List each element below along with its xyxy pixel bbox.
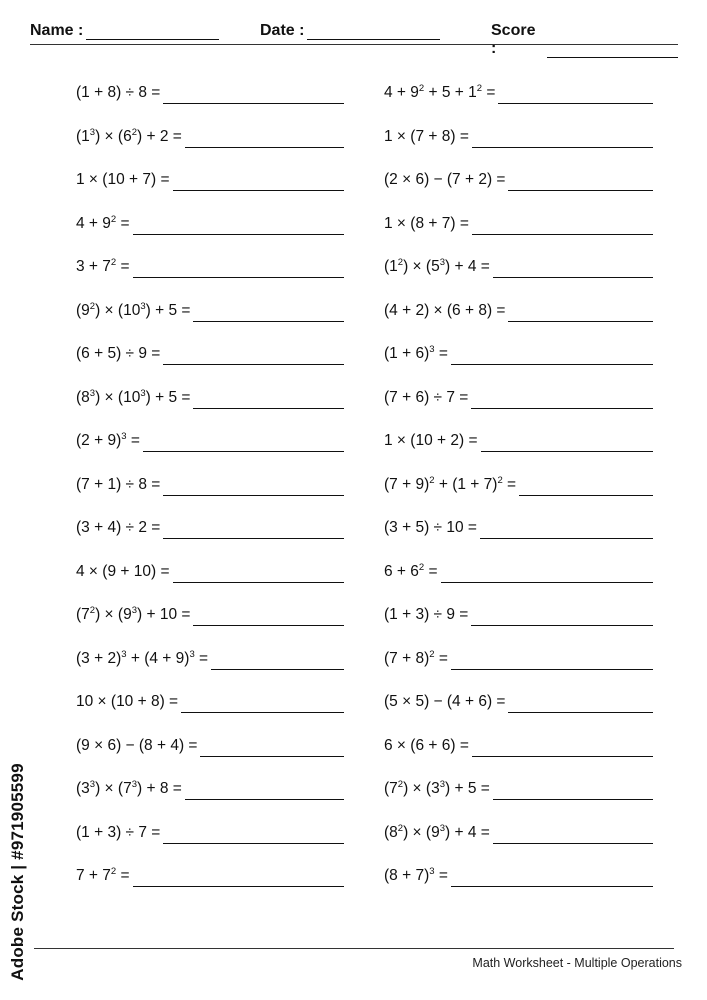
problem-row bbox=[384, 691, 653, 735]
answer-blank[interactable] bbox=[143, 430, 344, 452]
problem-expression: 10 × (10 + 8) = bbox=[76, 693, 179, 710]
problem-row bbox=[384, 256, 653, 300]
problem-expression: (9 × 6) − (8 + 4) = bbox=[76, 736, 198, 754]
problem-row bbox=[76, 430, 344, 474]
answer-blank[interactable] bbox=[133, 256, 344, 278]
problem-expression: $(7 + 8)^2$ = bbox=[384, 648, 448, 667]
answer-blank[interactable] bbox=[493, 256, 653, 278]
problem-expression: (1 + 3) ÷ 9 = bbox=[384, 606, 469, 623]
answer-blank[interactable] bbox=[163, 82, 344, 104]
problem-row bbox=[384, 778, 653, 822]
answer-blank[interactable] bbox=[480, 517, 653, 539]
problem-row bbox=[76, 822, 344, 866]
problem-expression: $(2 + 9)^3$ = bbox=[76, 431, 140, 449]
answer-blank[interactable] bbox=[493, 822, 653, 844]
problem-row bbox=[76, 474, 344, 518]
answer-blank[interactable] bbox=[472, 213, 653, 235]
problem-expression: $(9^2) \times (10^3) + 5$ = bbox=[76, 300, 191, 319]
answer-blank[interactable] bbox=[133, 865, 344, 887]
problem-expression: 1 × (8 + 7) = bbox=[384, 214, 469, 232]
problem-expression: $(1^2) \times (5^3) + 4$ = bbox=[384, 257, 490, 275]
problem-expression: $(8^2) \times (9^3) + 4$ = bbox=[384, 822, 490, 841]
problem-expression: $4 + 9^2 + 5 + 1^2$ = bbox=[384, 83, 496, 101]
right-problem-column bbox=[384, 82, 653, 909]
answer-blank[interactable] bbox=[193, 387, 344, 409]
problem-expression: (1 + 8) ÷ 8 = bbox=[76, 84, 161, 101]
answer-blank[interactable] bbox=[441, 561, 653, 583]
answer-blank[interactable] bbox=[211, 648, 344, 670]
answer-blank[interactable] bbox=[451, 343, 653, 365]
problem-row bbox=[384, 517, 653, 561]
answer-blank[interactable] bbox=[173, 169, 345, 191]
problem-row bbox=[76, 778, 344, 822]
name-field bbox=[30, 22, 219, 40]
answer-blank[interactable] bbox=[451, 865, 653, 887]
answer-blank[interactable] bbox=[472, 126, 653, 148]
problem-row bbox=[76, 517, 344, 561]
problem-row bbox=[76, 648, 344, 692]
footer-divider bbox=[34, 948, 674, 949]
answer-blank[interactable] bbox=[508, 169, 653, 191]
answer-blank[interactable] bbox=[200, 735, 344, 757]
answer-blank[interactable] bbox=[163, 517, 344, 539]
score-field bbox=[491, 22, 678, 58]
problem-row bbox=[384, 213, 653, 257]
problem-expression: $4 + 9^2$ = bbox=[76, 213, 130, 232]
problem-expression: (3 + 4) ÷ 2 = bbox=[76, 519, 161, 536]
problem-row bbox=[76, 691, 344, 735]
problem-row bbox=[384, 430, 653, 474]
problem-row bbox=[384, 735, 653, 779]
answer-blank[interactable] bbox=[493, 778, 653, 800]
problem-expression: (6 + 5) ÷ 9 = bbox=[76, 345, 161, 362]
problem-row bbox=[76, 169, 344, 213]
problem-expression: $3 + 7^2$ = bbox=[76, 257, 130, 275]
problem-row bbox=[384, 865, 653, 909]
answer-blank[interactable] bbox=[185, 126, 344, 148]
problem-expression: $(8^3) \times (10^3) + 5$ = bbox=[76, 387, 191, 406]
problem-expression: 4 × (9 + 10) = bbox=[76, 562, 170, 580]
problem-row bbox=[76, 387, 344, 431]
problem-expression: (4 + 2) × (6 + 8) = bbox=[384, 301, 506, 319]
problem-expression: 1 × (10 + 7) = bbox=[76, 171, 170, 188]
problem-expression: $(1^3) \times (6^2) + 2$ = bbox=[76, 126, 182, 145]
problem-expression: $(7^2) \times (3^3) + 5$ = bbox=[384, 779, 490, 797]
answer-blank[interactable] bbox=[451, 648, 653, 670]
answer-blank[interactable] bbox=[163, 343, 344, 365]
answer-blank[interactable] bbox=[471, 387, 653, 409]
problem-row bbox=[384, 648, 653, 692]
problem-expression: $(7 + 9)^2 + (1 + 7)^2$ = bbox=[384, 474, 517, 493]
problem-row bbox=[76, 561, 344, 605]
problem-row bbox=[384, 300, 653, 344]
problem-expression: (2 × 6) − (7 + 2) = bbox=[384, 171, 506, 188]
problem-row bbox=[76, 604, 344, 648]
problem-expression: $6 + 6^2$ = bbox=[384, 561, 438, 580]
problem-row bbox=[76, 82, 344, 126]
answer-blank[interactable] bbox=[163, 474, 344, 496]
answer-blank[interactable] bbox=[472, 735, 653, 757]
answer-blank[interactable] bbox=[181, 691, 344, 713]
problem-expression: 6 × (6 + 6) = bbox=[384, 736, 469, 754]
answer-blank[interactable] bbox=[508, 300, 653, 322]
footer-title: Math Worksheet - Multiple Operations bbox=[472, 956, 682, 970]
date-blank[interactable] bbox=[307, 24, 440, 40]
problem-row bbox=[384, 126, 653, 170]
problem-row bbox=[76, 343, 344, 387]
problem-expression: $(1 + 6)^3$ = bbox=[384, 344, 448, 362]
problem-row bbox=[76, 213, 344, 257]
score-label: Score : bbox=[491, 22, 536, 57]
date-field bbox=[260, 22, 440, 40]
problem-row bbox=[76, 256, 344, 300]
answer-blank[interactable] bbox=[193, 604, 344, 626]
answer-blank[interactable] bbox=[519, 474, 653, 496]
problem-row bbox=[76, 735, 344, 779]
problem-expression: (5 × 5) − (4 + 6) = bbox=[384, 693, 506, 710]
problem-expression: 1 × (7 + 8) = bbox=[384, 127, 469, 145]
problem-row bbox=[384, 474, 653, 518]
stock-watermark-text: Adobe Stock | #971905599 bbox=[8, 763, 27, 981]
date-label: Date : bbox=[260, 22, 305, 39]
answer-blank[interactable] bbox=[471, 604, 653, 626]
problem-expression: $(8 + 7)^3$ = bbox=[384, 866, 448, 884]
answer-blank[interactable] bbox=[185, 778, 344, 800]
header-divider bbox=[30, 44, 678, 45]
name-blank[interactable] bbox=[86, 24, 219, 40]
problem-row bbox=[384, 387, 653, 431]
problem-row bbox=[384, 343, 653, 387]
problem-row bbox=[384, 604, 653, 648]
answer-blank[interactable] bbox=[481, 430, 654, 452]
problem-row bbox=[76, 300, 344, 344]
answer-blank[interactable] bbox=[133, 213, 344, 235]
problem-row bbox=[76, 865, 344, 909]
problem-expression: (7 + 1) ÷ 8 = bbox=[76, 475, 161, 493]
problem-row bbox=[76, 126, 344, 170]
problem-expression: (1 + 3) ÷ 7 = bbox=[76, 823, 161, 841]
problem-expression: (3 + 5) ÷ 10 = bbox=[384, 519, 477, 536]
problem-expression: $(3 + 2)^3 + (4 + 9)^3$ = bbox=[76, 648, 209, 667]
stock-watermark bbox=[3, 760, 33, 985]
problem-expression: $(3^3) \times (7^3) + 8$ = bbox=[76, 779, 182, 797]
problem-row bbox=[384, 169, 653, 213]
answer-blank[interactable] bbox=[498, 82, 653, 104]
problem-row bbox=[384, 822, 653, 866]
answer-blank[interactable] bbox=[173, 561, 345, 583]
problem-row bbox=[384, 82, 653, 126]
answer-blank[interactable] bbox=[163, 822, 344, 844]
problem-expression: (7 + 6) ÷ 7 = bbox=[384, 388, 469, 406]
problem-expression: $7 + 7^2$ = bbox=[76, 866, 130, 884]
answer-blank[interactable] bbox=[193, 300, 344, 322]
problem-row bbox=[384, 561, 653, 605]
problem-expression: $(7^2) \times (9^3) + 10$ = bbox=[76, 605, 191, 623]
problem-expression: 1 × (10 + 2) = bbox=[384, 432, 478, 449]
name-label: Name : bbox=[30, 22, 84, 39]
answer-blank[interactable] bbox=[508, 691, 653, 713]
left-problem-column bbox=[76, 82, 344, 909]
